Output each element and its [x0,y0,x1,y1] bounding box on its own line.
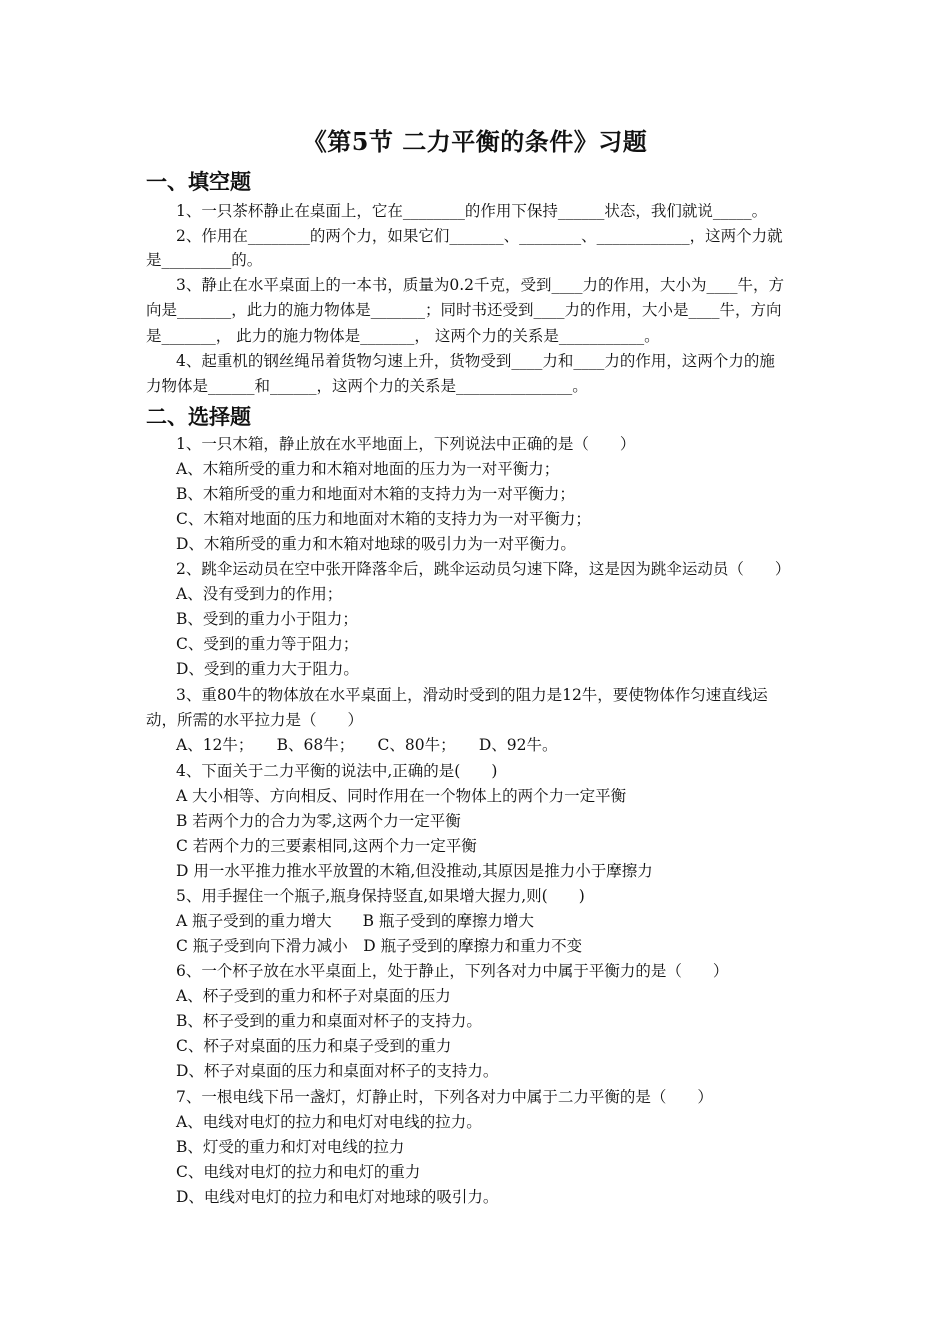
option-line: B、受到的重力小于阻力； [176,610,358,628]
option-line: B、杯子受到的重力和桌面对杯子的支持力。 [176,1012,482,1030]
question-line: 动，所需的水平拉力是（ ） [146,711,364,729]
option-line: C 瓶子受到向下滑力减小 D 瓶子受到的摩擦力和重力不变 [176,937,583,955]
question-line: 1、一只茶杯静止在桌面上，它在________的作用下保持______状态，我们就说_____。 [176,202,768,220]
option-line: A、12牛； B、68牛； C、80牛； D、92牛。 [176,736,558,754]
option-line: B 若两个力的合力为零,这两个力一定平衡 [176,812,461,830]
question-line: 6、一个杯子放在水平桌面上，处于静止，下列各对力中属于平衡力的是（ ） [176,962,729,980]
question-line: 1、一只木箱，静止放在水平地面上，下列说法中正确的是（ ） [176,435,636,453]
option-line: A、没有受到力的作用； [176,585,343,603]
option-line: D、杯子对桌面的压力和桌面对杯子的支持力。 [176,1062,499,1080]
option-line: B、木箱所受的重力和地面对木箱的支持力为一对平衡力； [176,485,575,503]
option-line: A 瓶子受到的重力增大 B 瓶子受到的摩擦力增大 [176,912,534,930]
question-line: 是_______， 此力的施力物体是_______， 这两个力的关系是___________。 [146,327,660,345]
option-line: C、木箱对地面的压力和地面对木箱的支持力为一对平衡力； [176,510,591,528]
option-line: A、杯子受到的重力和杯子对桌面的压力 [176,987,451,1005]
option-line: B、灯受的重力和灯对电线的拉力 [176,1138,405,1156]
question-line: 4、下面关于二力平衡的说法中,正确的是( ) [176,762,498,780]
question-line: 5、用手握住一个瓶子,瓶身保持竖直,如果增大握力,则( ) [176,887,585,905]
option-line: D、受到的重力大于阻力。 [176,660,359,678]
option-line: C、受到的重力等于阻力； [176,635,359,653]
option-line: C、电线对电灯的拉力和电灯的重力 [176,1163,421,1181]
question-line: 3、重80牛的物体放在水平桌面上，滑动时受到的阻力是12牛，要使物体作匀速直线运 [176,686,768,704]
question-line: 3、静止在水平桌面上的一本书，质量为0.2千克，受到____力的作用，大小为____牛，方 [176,276,785,294]
question-line: 是_________的。 [146,251,263,269]
section-heading-fill-blank: 一、填空题 [146,170,251,194]
page-title: 《第5节 二力平衡的条件》习题 [302,127,648,156]
section-heading-choice: 二、选择题 [146,405,251,429]
option-line: C 若两个力的三要素相同,这两个力一定平衡 [176,837,477,855]
question-line: 7、一根电线下吊一盏灯，灯静止时，下列各对力中属于二力平衡的是（ ） [176,1088,713,1106]
option-line: D、电线对电灯的拉力和电灯对地球的吸引力。 [176,1188,499,1206]
question-line: 2、跳伞运动员在空中张开降落伞后，跳伞运动员匀速下降，这是因为跳伞运动员（ ） [176,560,791,578]
question-line: 2、作用在________的两个力，如果它们_______、________、____________，这两个力就 [176,227,783,245]
option-line: A、木箱所受的重力和木箱对地面的压力为一对平衡力； [176,460,560,478]
option-line: A 大小相等、方向相反、同时作用在一个物体上的两个力一定平衡 [176,787,627,805]
option-line: A、电线对电灯的拉力和电灯对电线的拉力。 [176,1113,482,1131]
question-line: 4、起重机的钢丝绳吊着货物匀速上升，货物受到____力和____力的作用，这两个力的施 [176,352,775,370]
option-line: D、木箱所受的重力和木箱对地球的吸引力为一对平衡力。 [176,535,576,553]
option-line: C、杯子对桌面的压力和桌子受到的重力 [176,1037,452,1055]
option-line: D 用一水平推力推水平放置的木箱,但没推动,其原因是推力小于摩擦力 [176,862,653,880]
question-line: 向是_______，此力的施力物体是_______；同时书还受到____力的作用，大小是____牛，方向 [146,301,782,319]
question-line: 力物体是______和______，这两个力的关系是_______________。 [146,377,588,395]
